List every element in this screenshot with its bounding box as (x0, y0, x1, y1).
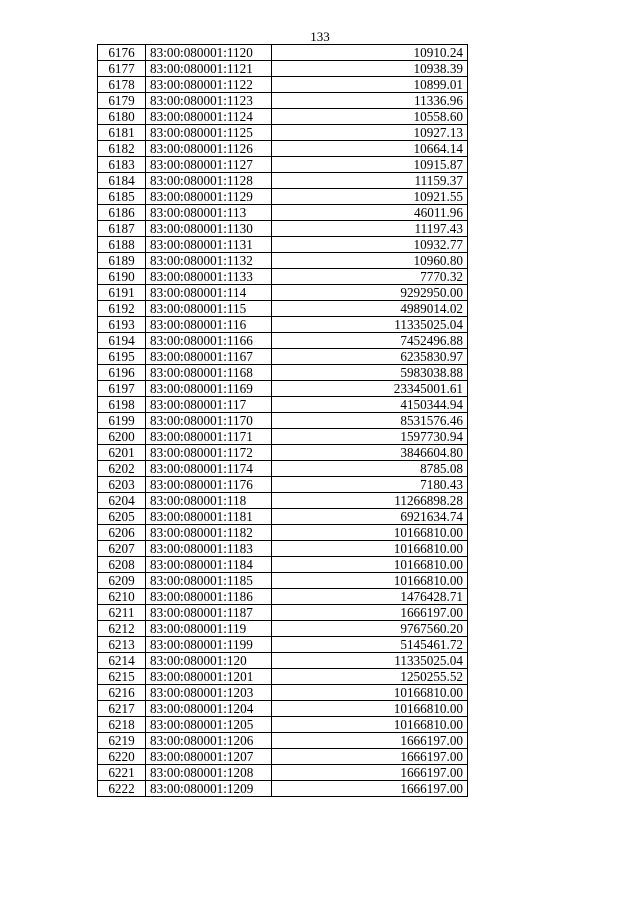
row-index-cell: 6204 (98, 493, 146, 509)
value-cell: 11197.43 (272, 221, 468, 237)
cadastral-number-cell: 83:00:080001:1121 (146, 61, 272, 77)
table-row (98, 429, 468, 445)
value-cell: 3846604.80 (272, 445, 468, 461)
cadastral-number-cell: 83:00:080001:1166 (146, 333, 272, 349)
value-cell: 11266898.28 (272, 493, 468, 509)
row-index-cell: 6178 (98, 77, 146, 93)
row-index-cell: 6209 (98, 573, 146, 589)
row-index-cell: 6210 (98, 589, 146, 605)
table-row (98, 717, 468, 733)
cadastral-number-cell: 83:00:080001:1170 (146, 413, 272, 429)
cadastral-number-cell: 83:00:080001:1203 (146, 685, 272, 701)
row-index-cell: 6214 (98, 653, 146, 669)
row-index-cell: 6184 (98, 173, 146, 189)
row-index-cell: 6181 (98, 125, 146, 141)
cadastral-number-cell: 83:00:080001:1186 (146, 589, 272, 605)
table-row (98, 301, 468, 317)
cadastral-number-cell: 83:00:080001:1132 (146, 253, 272, 269)
row-index-cell: 6196 (98, 365, 146, 381)
cadastral-number-cell: 83:00:080001:117 (146, 397, 272, 413)
cadastral-number-cell: 83:00:080001:1181 (146, 509, 272, 525)
table-row (98, 109, 468, 125)
value-cell: 1666197.00 (272, 605, 468, 621)
row-index-cell: 6194 (98, 333, 146, 349)
row-index-cell: 6211 (98, 605, 146, 621)
cadastral-number-cell: 83:00:080001:1172 (146, 445, 272, 461)
cadastral-number-cell: 83:00:080001:1182 (146, 525, 272, 541)
value-cell: 1666197.00 (272, 749, 468, 765)
cadastral-number-cell: 83:00:080001:1199 (146, 637, 272, 653)
table-row (98, 381, 468, 397)
value-cell: 10960.80 (272, 253, 468, 269)
cadastral-number-cell: 83:00:080001:1201 (146, 669, 272, 685)
table-row (98, 77, 468, 93)
table-row (98, 573, 468, 589)
cadastral-number-cell: 83:00:080001:1128 (146, 173, 272, 189)
value-cell: 11335025.04 (272, 317, 468, 333)
cadastral-number-cell: 83:00:080001:1123 (146, 93, 272, 109)
row-index-cell: 6183 (98, 157, 146, 173)
value-cell: 1250255.52 (272, 669, 468, 685)
table-row (98, 61, 468, 77)
table-row (98, 189, 468, 205)
table-row (98, 93, 468, 109)
value-cell: 7770.32 (272, 269, 468, 285)
cadastral-number-cell: 83:00:080001:1171 (146, 429, 272, 445)
cadastral-number-cell: 83:00:080001:1204 (146, 701, 272, 717)
cadastral-number-cell: 83:00:080001:1183 (146, 541, 272, 557)
row-index-cell: 6199 (98, 413, 146, 429)
row-index-cell: 6187 (98, 221, 146, 237)
value-cell: 10938.39 (272, 61, 468, 77)
cadastral-number-cell: 83:00:080001:1187 (146, 605, 272, 621)
table-row (98, 365, 468, 381)
table-row (98, 205, 468, 221)
row-index-cell: 6206 (98, 525, 146, 541)
cadastral-number-cell: 83:00:080001:1124 (146, 109, 272, 125)
row-index-cell: 6193 (98, 317, 146, 333)
table-row (98, 45, 468, 61)
cadastral-number-cell: 83:00:080001:1184 (146, 557, 272, 573)
table-row (98, 269, 468, 285)
row-index-cell: 6218 (98, 717, 146, 733)
value-cell: 10915.87 (272, 157, 468, 173)
value-cell: 8785.08 (272, 461, 468, 477)
value-cell: 10166810.00 (272, 573, 468, 589)
row-index-cell: 6185 (98, 189, 146, 205)
row-index-cell: 6219 (98, 733, 146, 749)
cadastral-number-cell: 83:00:080001:1174 (146, 461, 272, 477)
value-cell: 9292950.00 (272, 285, 468, 301)
value-cell: 10166810.00 (272, 557, 468, 573)
row-index-cell: 6205 (98, 509, 146, 525)
cadastral-number-cell: 83:00:080001:1205 (146, 717, 272, 733)
value-cell: 23345001.61 (272, 381, 468, 397)
cadastral-number-cell: 83:00:080001:1167 (146, 349, 272, 365)
table-row (98, 157, 468, 173)
cadastral-number-cell: 83:00:080001:113 (146, 205, 272, 221)
row-index-cell: 6220 (98, 749, 146, 765)
value-cell: 11336.96 (272, 93, 468, 109)
cadastral-number-cell: 83:00:080001:1206 (146, 733, 272, 749)
table-row (98, 653, 468, 669)
row-index-cell: 6213 (98, 637, 146, 653)
cadastral-number-cell: 83:00:080001:1185 (146, 573, 272, 589)
cadastral-number-cell: 83:00:080001:1207 (146, 749, 272, 765)
cadastral-number-cell: 83:00:080001:1169 (146, 381, 272, 397)
table-body (98, 45, 468, 797)
table-row (98, 765, 468, 781)
cadastral-number-cell: 83:00:080001:1129 (146, 189, 272, 205)
cadastral-number-cell: 83:00:080001:1127 (146, 157, 272, 173)
row-index-cell: 6190 (98, 269, 146, 285)
table-row (98, 333, 468, 349)
row-index-cell: 6222 (98, 781, 146, 797)
value-cell: 9767560.20 (272, 621, 468, 637)
cadastral-number-cell: 83:00:080001:1168 (146, 365, 272, 381)
value-cell: 7452496.88 (272, 333, 468, 349)
value-cell: 1666197.00 (272, 733, 468, 749)
table-row (98, 541, 468, 557)
cadastral-number-cell: 83:00:080001:116 (146, 317, 272, 333)
table-row (98, 141, 468, 157)
value-cell: 8531576.46 (272, 413, 468, 429)
value-cell: 6921634.74 (272, 509, 468, 525)
table-row (98, 589, 468, 605)
row-index-cell: 6195 (98, 349, 146, 365)
value-cell: 11159.37 (272, 173, 468, 189)
cadastral-number-cell: 83:00:080001:1131 (146, 237, 272, 253)
value-cell: 5983038.88 (272, 365, 468, 381)
table-row (98, 509, 468, 525)
value-cell: 10166810.00 (272, 701, 468, 717)
cadastral-number-cell: 83:00:080001:1208 (146, 765, 272, 781)
value-cell: 10921.55 (272, 189, 468, 205)
row-index-cell: 6216 (98, 685, 146, 701)
value-cell: 10932.77 (272, 237, 468, 253)
row-index-cell: 6207 (98, 541, 146, 557)
value-cell: 6235830.97 (272, 349, 468, 365)
table-row (98, 349, 468, 365)
table-row (98, 749, 468, 765)
table-row (98, 445, 468, 461)
value-cell: 1666197.00 (272, 765, 468, 781)
row-index-cell: 6212 (98, 621, 146, 637)
cadastral-number-cell: 83:00:080001:115 (146, 301, 272, 317)
table-row (98, 477, 468, 493)
table-row (98, 525, 468, 541)
row-index-cell: 6186 (98, 205, 146, 221)
cadastral-number-cell: 83:00:080001:1122 (146, 77, 272, 93)
table-row (98, 413, 468, 429)
cadastral-number-cell: 83:00:080001:1209 (146, 781, 272, 797)
table-row (98, 685, 468, 701)
table-row (98, 317, 468, 333)
row-index-cell: 6188 (98, 237, 146, 253)
cadastral-number-cell: 83:00:080001:114 (146, 285, 272, 301)
value-cell: 1666197.00 (272, 781, 468, 797)
row-index-cell: 6200 (98, 429, 146, 445)
table-row (98, 733, 468, 749)
table-row (98, 605, 468, 621)
row-index-cell: 6177 (98, 61, 146, 77)
cadastral-number-cell: 83:00:080001:120 (146, 653, 272, 669)
row-index-cell: 6191 (98, 285, 146, 301)
value-cell: 4989014.02 (272, 301, 468, 317)
value-cell: 10899.01 (272, 77, 468, 93)
cadastre-value-table (97, 44, 468, 797)
cadastral-number-cell: 83:00:080001:1125 (146, 125, 272, 141)
value-cell: 11335025.04 (272, 653, 468, 669)
cadastral-number-cell: 83:00:080001:118 (146, 493, 272, 509)
value-cell: 4150344.94 (272, 397, 468, 413)
value-cell: 5145461.72 (272, 637, 468, 653)
table-row (98, 125, 468, 141)
row-index-cell: 6208 (98, 557, 146, 573)
table-row (98, 637, 468, 653)
table-row (98, 253, 468, 269)
row-index-cell: 6176 (98, 45, 146, 61)
table-row (98, 237, 468, 253)
row-index-cell: 6179 (98, 93, 146, 109)
table-row (98, 285, 468, 301)
value-cell: 1476428.71 (272, 589, 468, 605)
row-index-cell: 6221 (98, 765, 146, 781)
value-cell: 1597730.94 (272, 429, 468, 445)
value-cell: 10927.13 (272, 125, 468, 141)
table-row (98, 781, 468, 797)
row-index-cell: 6203 (98, 477, 146, 493)
table-row (98, 397, 468, 413)
row-index-cell: 6182 (98, 141, 146, 157)
table-row (98, 173, 468, 189)
cadastral-number-cell: 83:00:080001:1126 (146, 141, 272, 157)
table-row (98, 493, 468, 509)
row-index-cell: 6197 (98, 381, 146, 397)
value-cell: 10166810.00 (272, 685, 468, 701)
table-row (98, 461, 468, 477)
cadastral-number-cell: 83:00:080001:1133 (146, 269, 272, 285)
row-index-cell: 6198 (98, 397, 146, 413)
cadastral-number-cell: 83:00:080001:119 (146, 621, 272, 637)
table-row (98, 701, 468, 717)
row-index-cell: 6180 (98, 109, 146, 125)
value-cell: 10166810.00 (272, 525, 468, 541)
value-cell: 46011.96 (272, 205, 468, 221)
row-index-cell: 6217 (98, 701, 146, 717)
table-row (98, 669, 468, 685)
row-index-cell: 6215 (98, 669, 146, 685)
row-index-cell: 6192 (98, 301, 146, 317)
row-index-cell: 6189 (98, 253, 146, 269)
row-index-cell: 6202 (98, 461, 146, 477)
cadastral-number-cell: 83:00:080001:1176 (146, 477, 272, 493)
value-cell: 10664.14 (272, 141, 468, 157)
value-cell: 10166810.00 (272, 717, 468, 733)
value-cell: 7180.43 (272, 477, 468, 493)
value-cell: 10558.60 (272, 109, 468, 125)
page-number: 133 (310, 29, 330, 44)
cadastral-number-cell: 83:00:080001:1130 (146, 221, 272, 237)
row-index-cell: 6201 (98, 445, 146, 461)
value-cell: 10910.24 (272, 45, 468, 61)
table-row (98, 557, 468, 573)
cadastral-number-cell: 83:00:080001:1120 (146, 45, 272, 61)
table-row (98, 221, 468, 237)
value-cell: 10166810.00 (272, 541, 468, 557)
table-row (98, 621, 468, 637)
